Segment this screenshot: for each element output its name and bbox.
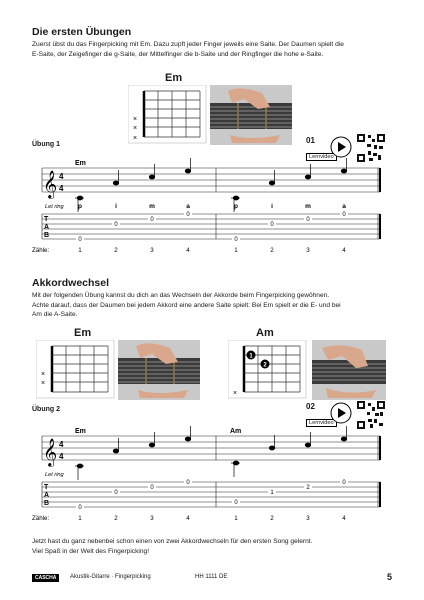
treble-clef-icon: 𝄞 — [43, 439, 58, 466]
section-heading: Die ersten Übungen — [32, 26, 132, 38]
mute-mark: × — [133, 125, 138, 132]
svg-text:T: T — [44, 216, 49, 223]
hand-photo-em — [118, 340, 200, 400]
count-number: 1 — [234, 515, 238, 522]
mute-mark: × — [133, 116, 138, 123]
tab-fret: 0 — [114, 222, 118, 228]
chord-change-paragraph: Mit der folgenden Übung kannst du dich an das Wechseln der Akkorde beim Fingerpicking gewöhnen. Achte darauf, dass der Daumen bei jedem Akkord eine andere Saite spielt: Bei Em spielt er die E- und bei Am die A-Saite. — [32, 292, 341, 319]
footer — [32, 574, 392, 584]
exercise-title: Übung 2 — [32, 406, 60, 413]
page-number: 5 — [386, 572, 392, 582]
svg-text:B: B — [44, 232, 50, 239]
tab-fret: 2 — [306, 485, 310, 491]
picking-finger: i — [115, 203, 117, 210]
exercise-title: Übung 1 — [32, 141, 60, 148]
count-number: 3 — [150, 515, 154, 522]
video-label: Lernvideo — [306, 419, 337, 427]
count-number: 1 — [234, 247, 238, 254]
count-number: 2 — [114, 515, 118, 522]
chord-label: Am — [230, 428, 242, 435]
count-label: Zähle: — [32, 247, 50, 254]
picking-finger: m — [305, 203, 311, 210]
treble-clef-icon: 𝄞 — [43, 171, 58, 198]
picking-finger: i — [271, 203, 273, 210]
tab-fret: 0 — [342, 480, 346, 486]
count-number: 4 — [186, 515, 190, 522]
book-code: HH 1111 DE — [195, 574, 228, 580]
intro-paragraph: Zuerst übst du das Fingerpicking mit Em. Dazu zupft jeder Finger jeweils eine Saite. Der Daumen spielt die E-Saite, der Zeigefinger die g-Saite, der Mittelfinger die b-Saite und der Ringfinger die hohe e-Saite. — [32, 41, 344, 58]
picking-finger: m — [149, 203, 155, 210]
chord-label: Em — [75, 428, 86, 435]
mute-mark: × — [133, 135, 138, 142]
mute-mark: × — [41, 371, 46, 378]
tab-clef — [44, 216, 49, 239]
chord-name: Am — [256, 327, 274, 339]
tab-fret: 0 — [78, 237, 82, 243]
tab-fret: 0 — [150, 485, 154, 491]
count-number: 3 — [150, 247, 154, 254]
tab-fret: 0 — [234, 237, 238, 243]
let-ring-label: Let ring — [45, 472, 64, 478]
chord-diagram-em — [36, 340, 116, 400]
chord-diagram-em — [128, 85, 208, 145]
count-number: 4 — [186, 247, 190, 254]
notation-exercise-1 — [32, 150, 392, 260]
count-number: 2 — [114, 247, 118, 254]
tab-fret: 0 — [150, 217, 154, 223]
notation-exercise-2 — [32, 420, 392, 530]
picking-finger: a — [186, 203, 190, 210]
chord-name: Em — [74, 327, 92, 339]
chord-label: Em — [75, 160, 86, 167]
video-number: 01 — [306, 136, 315, 145]
chord-diagram-am — [228, 340, 308, 400]
closing-paragraph: Jetzt hast du ganz nebenbei schon einen von zwei Akkordwechseln für den ersten Song gelernt. Viel Spaß in der Welt des Fingerpicking! — [32, 538, 313, 555]
count-number: 3 — [306, 515, 310, 522]
count-number: 4 — [342, 247, 346, 254]
svg-text:B: B — [44, 500, 50, 507]
tab-fret: 0 — [234, 500, 238, 506]
video-number: 02 — [306, 402, 315, 411]
mute-mark: × — [233, 390, 238, 397]
count-number: 2 — [270, 247, 274, 254]
notes — [75, 426, 347, 480]
count-number: 1 — [78, 247, 82, 254]
tab-fret: 0 — [270, 222, 274, 228]
tab-fret: 0 — [342, 212, 346, 218]
finger-number: 1 — [249, 353, 253, 360]
count-label: Zähle: — [32, 515, 50, 522]
tab-fret: 0 — [78, 505, 82, 511]
count-number: 4 — [342, 515, 346, 522]
mute-mark: × — [41, 380, 46, 387]
book-title: Akustik-Gitarre · Fingerpicking — [70, 574, 151, 580]
count-number: 2 — [270, 515, 274, 522]
svg-text:A: A — [44, 492, 50, 499]
time-signature: 4 — [59, 172, 64, 181]
chord-name: Em — [165, 72, 183, 84]
time-signature: 4 — [59, 184, 64, 193]
tab-fret: 0 — [186, 480, 190, 486]
time-signature: 4 — [59, 440, 64, 449]
tab-fret: 0 — [114, 490, 118, 496]
let-ring-label: Let ring — [45, 204, 64, 210]
count-number: 3 — [306, 247, 310, 254]
tab-fret: 0 — [186, 212, 190, 218]
svg-text:A: A — [44, 224, 50, 231]
brand-logo: CASCHA — [32, 574, 59, 582]
video-label: Lernvideo — [306, 153, 337, 161]
hand-photo-am — [312, 340, 386, 400]
tab-clef — [44, 484, 49, 507]
tab-fret: 1 — [270, 490, 274, 496]
finger-number: 2 — [263, 362, 267, 369]
picking-finger: p — [234, 203, 238, 210]
section-heading: Akkordwechsel — [32, 277, 110, 289]
tab-fret: 0 — [306, 217, 310, 223]
picking-finger: p — [78, 203, 82, 210]
hand-photo-em — [210, 85, 292, 145]
svg-text:T: T — [44, 484, 49, 491]
time-signature: 4 — [59, 452, 64, 461]
picking-finger: a — [342, 203, 346, 210]
count-number: 1 — [78, 515, 82, 522]
